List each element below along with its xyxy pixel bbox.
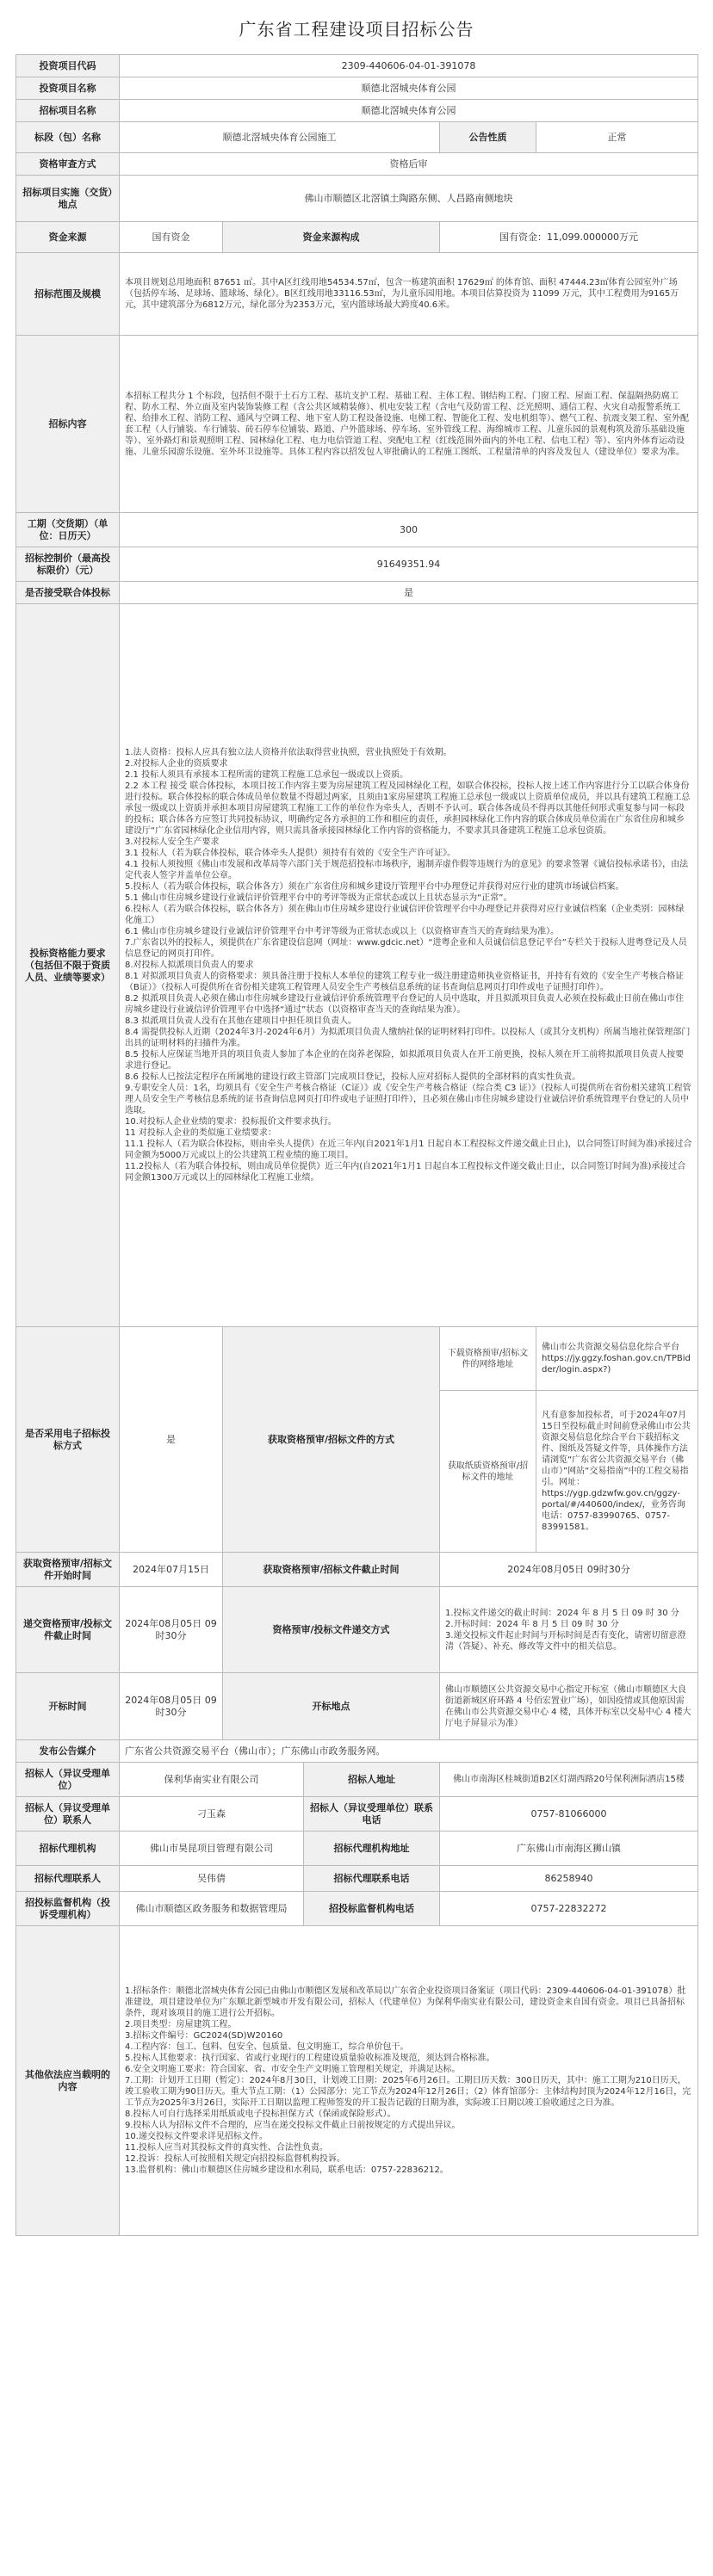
- tender-project-name-value: 顺德北滘城央体育公园: [120, 100, 698, 122]
- tenderer-contact-label: 招标人（异议受理单位）联系人: [16, 1797, 120, 1832]
- agency-contact-value: 吴伟倩: [120, 1866, 304, 1892]
- funding-structure-value: 国有资金：11,099.000000万元: [440, 222, 698, 253]
- paper-address-label: 获取纸质资格预审/招标文件的地址: [440, 1391, 536, 1553]
- submit-method-label: 资格预审/投标文件递交方式: [223, 1587, 440, 1673]
- electronic-value: 是: [120, 1327, 223, 1553]
- notice-nature-label: 公告性质: [440, 122, 536, 153]
- agency-label: 招标代理机构: [16, 1832, 120, 1866]
- get-start-value: 2024年07月15日: [120, 1553, 223, 1587]
- project-name-label: 投资项目名称: [16, 77, 120, 100]
- funding-value: 国有资金: [120, 222, 223, 253]
- control-price-label: 招标控制价（最高投标限价）（元）: [16, 547, 120, 582]
- media-value: 广东省公共资源交易平台（佛山市）；广东佛山市政务服务网。: [120, 1740, 698, 1763]
- agency-contact-label: 招标代理联系人: [16, 1866, 120, 1892]
- consortium-label: 是否接受联合体投标: [16, 582, 120, 604]
- content-value: 本招标工程共分 1 个标段，包括但不限于土石方工程、基坑支护工程、基础工程、主体工程、钢结构工程、门窗工程、屋面工程、保温隔热防腐工程、防水工程、外立面及室内装饰装修工程（含公共区域精装修）、机电安装工程（含电气及防雷工程、泛光照明、通信工程、火灾自动报警系统工程、给排水工程、消防工程、通风与空调工程、地下室人防工程设备设施、电梯工程、智能化工程、发电机组等）、燃气工程、抗震支架工程、室外配套工程（人行铺装、车行铺装、砖石停车位铺装、路道、户外篮球场、停车场、室外管线工程、海绵城市工程、儿童乐园的景观构筑及游乐基础设施等）、室外路灯和景观照明工程、园林绿化工程、电力电信管道工程、突配电工程（红线范围外面内的外电工程、信电工程）等）、室内外体育运动设施、儿童乐园游乐设施、室外环卫设施等。具体工程内容以招发包人审批确认的工程施工图纸、工程量清单的内容及发包人（建设单位）要求为准。: [120, 336, 698, 513]
- review-method-value: 资格后审: [120, 153, 698, 176]
- qualification-label: 投标资格能力要求（包括但不限于资质人员、业绩等要求）: [16, 604, 120, 1327]
- submit-deadline-label: 递交资格预审/投标文件截止时间: [16, 1587, 120, 1673]
- notice-nature-value: 正常: [536, 122, 698, 153]
- submit-deadline-value: 2024年08月05日 09时30分: [120, 1587, 223, 1673]
- get-method-label: 获取资格预审/招标文件的方式: [223, 1327, 440, 1553]
- other-content-value: 1.招标条件：顺德北滘城央体育公园已由佛山市顺德区发展和改革局以广东省企业投资项目备案证（项目代码：2309-440606-04-01-391078）批准建设，项目建设单位为广东顺北新型城市开发有限公司，招标人（代建单位）为保利华南实业有限公司，建设资金来自国有资金。项目已具备招标条件，现对该项目的施工进行公开招标。 2.项目类型：房屋建筑工程。 3.招标文件编号：GC2024(SD)W20160 4.工程内容：包工、包料、包安全、包质量、包文明施工，综合单价包干。 5.投标人其他要求：执行国家、省或行业现行的工程建设质量验收标准及规范，须达到合格标准。 6.安全文明施工要求：符合国家、省、市安全生产文明施工管理相关规定，并满足达标。 7.工期：计划开工日期（暂定）：2024年8月30日，计划竣工日期：2025年6月26日。工期日历天数：300日历天，其中：施工工期为210日历天，竣工验收工期为90日历天。重大节点工期：（1）公园部分：完工节点为2024年12月26日；（2）体育馆部分：主体结构封顶为2024年12月16日，完工节点为2025年3月26日，实际开工日期以监理工程师签发的开工报告记载的日期为准，实际竣工日期以竣工验收通过之日为准。 8.投标人可自行选择采用纸质或电子投标担保方式（保函或保险形式）。 9.投标人认为招标文件不合理的，应当在递交投标文件截止日前按规定的方式提出异议。 10.递交投标文件要求详见招标文件。 11.投标人应当对其投标文件的真实性、合法性负责。 12.投诉：投标人可按照相关规定向招投标监督机构投诉。 13.监督机构：佛山市顺德区住房城乡建设和水利局，联系电话：0757-22836212。: [120, 1926, 698, 2236]
- tenderer-value: 保利华南实业有限公司: [120, 1763, 304, 1797]
- duration-label: 工期（交货期）（单位：日历天）: [16, 513, 120, 547]
- project-code-value: 2309-440606-04-01-391078: [120, 55, 698, 77]
- opening-time-label: 开标时间: [16, 1673, 120, 1740]
- funding-label: 资金来源: [16, 222, 120, 253]
- notice-table: [16, 54, 698, 2236]
- other-content-label: 其他依法应当载明的内容: [16, 1926, 120, 2236]
- agency-phone-label: 招标代理联系电话: [304, 1866, 440, 1892]
- download-address-label: 下载资格预审/招标文件的网络地址: [440, 1327, 536, 1391]
- control-price-value: 91649351.94: [120, 547, 698, 582]
- tenderer-label: 招标人（异议受理单位）: [16, 1763, 120, 1797]
- section-label: 标段（包）名称: [16, 122, 120, 153]
- tenderer-address-value: 佛山市南海区桂城街道B2区灯湖西路20号保利洲际酒店15楼: [440, 1763, 698, 1797]
- opening-place-value: 佛山市顺德区公共资源交易中心指定开标室（佛山市顺德区大良街道新城区府环路 4 号佰宏置业广场），如因疫情或其他原因需在佛山市公共资源交易中心 4 楼，具体开标室以交易中心 4 楼大厅电子屏显示为准）: [440, 1673, 698, 1740]
- download-address-value[interactable]: 佛山市公共资源交易信息化综合平台 https://jy.ggzy.foshan.gov.cn/TPBidder/login.aspx?): [536, 1327, 698, 1391]
- location-value: 佛山市顺德区北滘镇土陶路东侧、人昌路南侧地块: [120, 176, 698, 222]
- supervision-value: 佛山市顺德区政务服务和数据管理局: [120, 1892, 304, 1926]
- location-label: 招标项目实施（交货）地点: [16, 176, 120, 222]
- agency-address-value: 广东佛山市南海区狮山镇: [440, 1832, 698, 1866]
- supervision-phone-value: 0757-22832272: [440, 1892, 698, 1926]
- scope-label: 招标范围及规模: [16, 253, 120, 336]
- tenderer-contact-value: 刁玉森: [120, 1797, 304, 1832]
- electronic-label: 是否采用电子招标投标方式: [16, 1327, 120, 1553]
- content-label: 招标内容: [16, 336, 120, 513]
- scope-value: 本项目规划总用地面积 87651 ㎡。其中A区红线用地54534.57㎡，包含一栋建筑面积 17629㎡ 的体育馆、面积 47444.23㎡体育公园室外广场（包括停车场、足球场、篮球场、绿化）。B区红线用地33116.53㎡，为儿童乐园用地。本项目估算投资为 11099 万元，其中工程费用为9165万元，其中建筑部分为6812万元，绿化部分为2353万元，室内篮球场最大跨度40.6米。: [120, 253, 698, 336]
- review-method-label: 资格审查方式: [16, 153, 120, 176]
- submit-method-value: 1.投标文件递交的截止时间：2024 年 8 月 5 日 09 时 30 分 2.开标时间：2024 年 8 月 5 日 09 时 30 分 3.递交投标文件起止时间与开标时间是否有变化，请密切留意澄清（答疑）、补充、修改等文件中的相关信息。: [440, 1587, 698, 1673]
- agency-phone-value: 86258940: [440, 1866, 698, 1892]
- duration-value: 300: [120, 513, 698, 547]
- page-title: 广东省工程建设项目招标公告: [239, 19, 474, 40]
- tenderer-phone-value: 0757-81066000: [440, 1797, 698, 1832]
- get-start-label: 获取资格预审/招标文件开始时间: [16, 1553, 120, 1587]
- funding-structure-label: 资金来源构成: [223, 222, 440, 253]
- project-name-value: 顺德北滘城央体育公园: [120, 77, 698, 100]
- media-label: 发布公告媒介: [16, 1740, 120, 1763]
- paper-address-value: 凡有意参加投标者，可于2024年07月15日至投标截止时间前登录佛山市公共资源交易信息化综合平台下载招标文件、图纸及答疑文件等，具体操作方法请浏览“广东省公共资源交易平台（佛山市）”网站“交易指南”中的工程交易指引。网址：https://ygp.gdzwfw.gov.cn/ggzy-portal/#/440600/index/，业务咨询电话：0757-83990765、0757-83991581。: [536, 1391, 698, 1553]
- tenderer-phone-label: 招标人（异议受理单位）联系电话: [304, 1797, 440, 1832]
- get-end-value: 2024年08月05日 09时30分: [440, 1553, 698, 1587]
- supervision-label: 招投标监督机构（投诉受理机构）: [16, 1892, 120, 1926]
- consortium-value: 是: [120, 582, 698, 604]
- project-code-label: 投资项目代码: [16, 55, 120, 77]
- agency-address-label: 招标代理机构地址: [304, 1832, 440, 1866]
- opening-place-label: 开标地点: [223, 1673, 440, 1740]
- tender-project-name-label: 招标项目名称: [16, 100, 120, 122]
- supervision-phone-label: 招投标监督机构电话: [304, 1892, 440, 1926]
- qualification-value: 1.法人资格：投标人应具有独立法人资格并依法取得营业执照，营业执照处于有效期。 2.对投标人企业的资质要求 2.1 投标人须具有承接本工程所需的建筑工程施工总承包一级或以上资质。 2.2 本工程 接受 联合体投标，本项目按工作内容主要为房屋建筑工程及园林绿化工程，如联合体投标，投标人按上述工作内容进行分工以联合体身份进行投标。联合体投标的联合体成员单位数量不得超过两家，且须由1家房屋建筑工程施工总承包一级或以上资质单位成员，并以具有建筑工程施工总承包一级或以上资质并承担本项目房屋建筑工程施工工作的单位作为牵头人，否则不予认可。联合体各成员不得再以其他任何形式重复参与同一标段的投标；联合体各方应签订共同投标协议，明确约定各方承担的工作和相应的责任，承担园林绿化工作内容的联合体成员单位需在广东省住房和城乡建设厅“广东省园林绿化企业信用内容，则只需具备承接园林绿化工作内容的资格能力，不要求其具备建筑工程施工总承包资质。 3.对投标人安全生产要求 3.1 投标人（若为联合体投标，联合体牵头人提供）须持有有效的《安全生产许可证》。 4.1 投标人须按照《佛山市发展和改革局等六部门关于规范招投标市场秩序，遏制弄虚作假等违规行为的意见》的要求签署《诚信投标承诺书》，由法定代表人签字并盖单位公章。 5.投标人（若为联合体投标，联合体各方）须在广东省住房和城乡建设厅管理平台中办理登记并获得对应行业的建筑市场诚信档案。 5.1 佛山市住房城乡建设行业诚信评价管理平台中的考评等级为正常状态或以上且状态显示为“正常”。 6.投标人（若为联合体投标，联合体各方）须在佛山市住房城乡建设行业诚信评价管理平台中办理登记并获得对应行业诚信档案（企业类别：园林绿化施工） 6.1 佛山市住房城乡建设行业诚信评价管理平台中考评等级为正常状态或以上（以资格审查当天的查询结果为准）。 7.广东省以外的投标人，须提供在广东省建设信息网（网址：www.gdcic.net）“进粤企业和人员诚信信息登记平台”专栏关于投标人进粤登记及人员信息登记的网页打印件。 8.对投标人拟派项目负责人的要求 8.1 对拟派项目负责人的资格要求：须具备注册于投标人本单位的建筑工程专业一级注册建造师执业资格证书，并持有有效的《安全生产考核合格证（B证）》（投标人可提供所在省份相关建筑工程管理人员安全生产考核信息系统的证书查询信息网页打印件或电子证照打印件）。 8.2 拟派项目负责人必须在佛山市住房城乡建设行业诚信评价系统管理平台登记的人员中选取，并且拟派项目负责人必须在投标截止日前在佛山市住房城乡建设行业诚信评价管理平台中选择“通过”状态（以资格审查当天的查询结果为准）。 8.3 拟派项目负责人没有在其他在建项目中担任项目负责人。 8.4 需提供投标人近期（2024年3月-2024年6月）为拟派项目负责人缴纳社保的证明材料打印件。以投标人（或其分支机构）所属当地社保管理部门出具的证明材料的扫描件为准。 8.5 投标人应保证当地开具的项目负责人参加了本企业的在岗养老保险，如拟派项目负责人在开工前更换，投标人须在开工前将拟派项目负责人按要求进行登记。 8.6 投标人已按法定程序在所属地的建设行政主管部门完成项目登记，投标人应对招标人提供的全部材料的真实性负责。 9.专职安全人员：1名，均须具有《安全生产考核合格证（C证）》或《安全生产考核合格证（综合类 C3 证）》（投标人可提供所在省份相关建筑工程管理人员安全生产考核信息系统的证书查询信息网页打印件或电子证照打印件），且必须在佛山市住房城乡建设行业诚信评价系统管理平台登记的人员中选取。 10.对投标人企业业绩的要求：投标报价文件要求执行。 11 对投标人企业的类似施工业绩要求： 11.1 投标人（若为联合体投标，则由牵头人提供）在近三年内(自2021年1月1 日起自本工程投标文件递交截止日止)，以合同签订时间为准)承接过合同金额为5000万元或以上的公共建筑工程业绩的施工项目。 11.2投标人（若为联合体投标，则由成员单位提供）近三年内(自2021年1月1 日起自本工程投标文件递交截止日止，以合同签订时间为准)承接过合同金额1300万元或以上的园林绿化工程施工业绩。: [120, 604, 698, 1327]
- agency-value: 佛山市昊昆项目管理有限公司: [120, 1832, 304, 1866]
- section-value: 顺德北滘城央体育公园施工: [120, 122, 440, 153]
- get-end-label: 获取资格预审/招标文件截止时间: [223, 1553, 440, 1587]
- opening-time-value: 2024年08月05日 09时30分: [120, 1673, 223, 1740]
- tenderer-address-label: 招标人地址: [304, 1763, 440, 1797]
